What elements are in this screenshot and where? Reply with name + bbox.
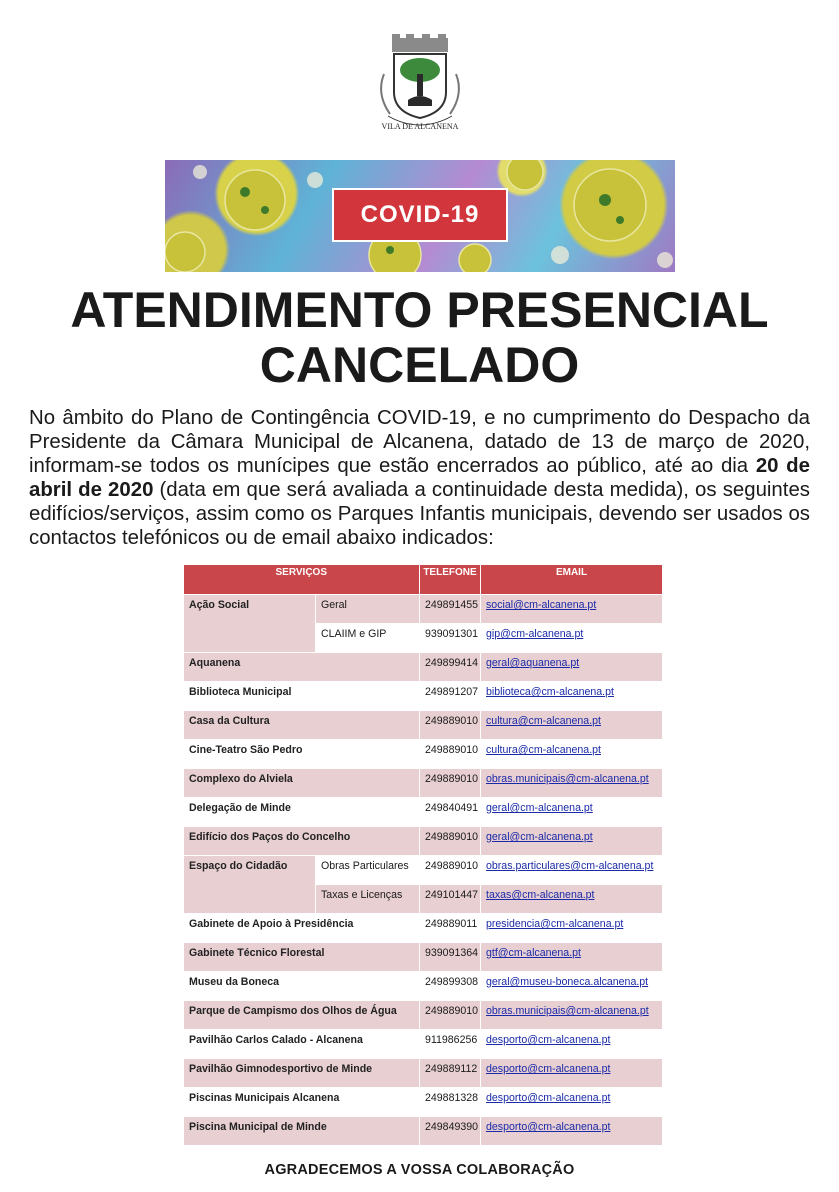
intro-text-before: No âmbito do Plano de Contingência COVID-19, e no cumprimento do Despacho da Presidente da Câmara Municipal de Alcanena, datado de 13 de março de 2020, informam-se todos os munícipes que estão encerrados ao público, até ao dia (29, 407, 810, 477)
covid-label: COVID-19 (332, 188, 508, 242)
table-row (184, 827, 663, 856)
phone-number: 249889112 (420, 1059, 481, 1088)
phone-number: 249849390 (420, 1117, 481, 1146)
phone-number: 939091301 (420, 624, 481, 653)
phone-number: 249889011 (420, 914, 481, 943)
email-link[interactable]: obras.municipais@cm-alcanena.pt (486, 773, 649, 785)
email-cell (481, 1030, 663, 1059)
table-row (184, 914, 663, 943)
intro-paragraph (29, 406, 810, 550)
phone-number: 249899414 (420, 653, 481, 682)
email-cell (481, 827, 663, 856)
email-cell (481, 595, 663, 624)
service-name: Pavilhão Carlos Calado - Alcanena (184, 1030, 420, 1059)
intro-text-after: (data em que será avaliada a continuidade desta medida), os seguintes edifícios/serviços, assim como os Parques Infantis municipais, devendo ser usados os contactos telefónicos ou de email abaixo indicados: (29, 479, 810, 549)
service-name: Piscinas Municipais Alcanena (184, 1088, 420, 1117)
phone-number: 249101447 (420, 885, 481, 914)
email-link[interactable]: presidencia@cm-alcanena.pt (486, 918, 624, 930)
email-cell (481, 914, 663, 943)
phone-number: 249840491 (420, 798, 481, 827)
table-row (184, 653, 663, 682)
table-row (184, 856, 663, 885)
email-cell (481, 943, 663, 972)
email-cell (481, 769, 663, 798)
email-link[interactable]: desporto@cm-alcanena.pt (486, 1121, 611, 1133)
header-phone: TELEFONE (420, 565, 481, 595)
service-name: Espaço do Cidadão (184, 856, 316, 914)
page-title-line1: ATENDIMENTO PRESENCIAL (70, 282, 769, 338)
email-link[interactable]: gip@cm-alcanena.pt (486, 628, 584, 640)
service-name: Biblioteca Municipal (184, 682, 420, 711)
phone-number: 249891455 (420, 595, 481, 624)
email-cell (481, 856, 663, 885)
phone-number: 249889010 (420, 1001, 481, 1030)
table-row (184, 1001, 663, 1030)
service-name: Piscina Municipal de Minde (184, 1117, 420, 1146)
covid-banner (165, 160, 675, 272)
table-row (184, 972, 663, 1001)
header-services: SERVIÇOS (184, 565, 420, 595)
email-cell (481, 653, 663, 682)
service-name: Cine-Teatro São Pedro (184, 740, 420, 769)
table-header-row (184, 565, 663, 595)
service-name: Gabinete de Apoio à Presidência (184, 914, 420, 943)
phone-number: 249889010 (420, 856, 481, 885)
service-name: Parque de Campismo dos Olhos de Água (184, 1001, 420, 1030)
service-name: Ação Social (184, 595, 316, 653)
phone-number: 249881328 (420, 1088, 481, 1117)
phone-number: 911986256 (420, 1030, 481, 1059)
table-row (184, 595, 663, 624)
phone-number: 939091364 (420, 943, 481, 972)
email-link[interactable]: desporto@cm-alcanena.pt (486, 1063, 611, 1075)
email-cell (481, 885, 663, 914)
service-name: Edifício dos Paços do Concelho (184, 827, 420, 856)
table-row (184, 1059, 663, 1088)
table-row (184, 1088, 663, 1117)
page-title-line2: CANCELADO (259, 337, 580, 393)
email-link[interactable]: desporto@cm-alcanena.pt (486, 1092, 611, 1104)
email-cell (481, 711, 663, 740)
email-link[interactable]: geral@museu-boneca.alcanena.pt (486, 976, 649, 988)
phone-number: 249889010 (420, 711, 481, 740)
email-cell (481, 682, 663, 711)
email-cell (481, 1088, 663, 1117)
service-name: Delegação de Minde (184, 798, 420, 827)
service-name: Aquanena (184, 653, 420, 682)
table-row (184, 1117, 663, 1146)
email-cell (481, 1059, 663, 1088)
phone-number: 249889010 (420, 740, 481, 769)
email-cell (481, 624, 663, 653)
phone-number: 249889010 (420, 827, 481, 856)
table-row (184, 1030, 663, 1059)
table-row (184, 740, 663, 769)
phone-number: 249889010 (420, 769, 481, 798)
phone-number: 249891207 (420, 682, 481, 711)
email-cell (481, 798, 663, 827)
email-link[interactable]: biblioteca@cm-alcanena.pt (486, 686, 614, 698)
email-link[interactable]: obras.particulares@cm-alcanena.pt (486, 860, 654, 872)
phone-number: 249899308 (420, 972, 481, 1001)
email-cell (481, 740, 663, 769)
service-name: Pavilhão Gimnodesportivo de Minde (184, 1059, 420, 1088)
service-name: Museu da Boneca (184, 972, 420, 1001)
email-link[interactable]: gtf@cm-alcanena.pt (486, 947, 581, 959)
service-name: Complexo do Alviela (184, 769, 420, 798)
email-link[interactable]: geral@aquanena.pt (486, 657, 580, 669)
footer-thanks: AGRADECEMOS A VOSSA COLABORAÇÃO (264, 1162, 575, 1178)
service-subcategory: CLAIIM e GIP (316, 624, 420, 653)
email-cell (481, 972, 663, 1001)
email-cell (481, 1001, 663, 1030)
service-name: Gabinete Técnico Florestal (184, 943, 420, 972)
header-email: EMAIL (481, 565, 663, 595)
email-link[interactable]: obras.municipais@cm-alcanena.pt (486, 1005, 649, 1017)
email-link[interactable]: geral@cm-alcanena.pt (486, 831, 593, 843)
table-row (184, 798, 663, 827)
email-cell (481, 1117, 663, 1146)
email-link[interactable]: social@cm-alcanena.pt (486, 599, 597, 611)
crest-motto: VILA DE ALCANENA (381, 122, 459, 131)
table-row (184, 711, 663, 740)
table-row (184, 682, 663, 711)
table-row (184, 943, 663, 972)
service-name: Casa da Cultura (184, 711, 420, 740)
email-link[interactable]: taxas@cm-alcanena.pt (486, 889, 595, 901)
email-link[interactable]: cultura@cm-alcanena.pt (486, 744, 601, 756)
service-subcategory: Geral (316, 595, 420, 624)
intro-date: 20 de abril de 2020 (29, 455, 810, 501)
service-subcategory: Taxas e Licenças (316, 885, 420, 914)
email-link[interactable]: geral@cm-alcanena.pt (486, 802, 593, 814)
service-subcategory: Obras Particulares (316, 856, 420, 885)
services-table (183, 565, 663, 1146)
municipal-crest-logo (370, 34, 470, 132)
email-link[interactable]: cultura@cm-alcanena.pt (486, 715, 601, 727)
table-row (184, 769, 663, 798)
email-link[interactable]: desporto@cm-alcanena.pt (486, 1034, 611, 1046)
